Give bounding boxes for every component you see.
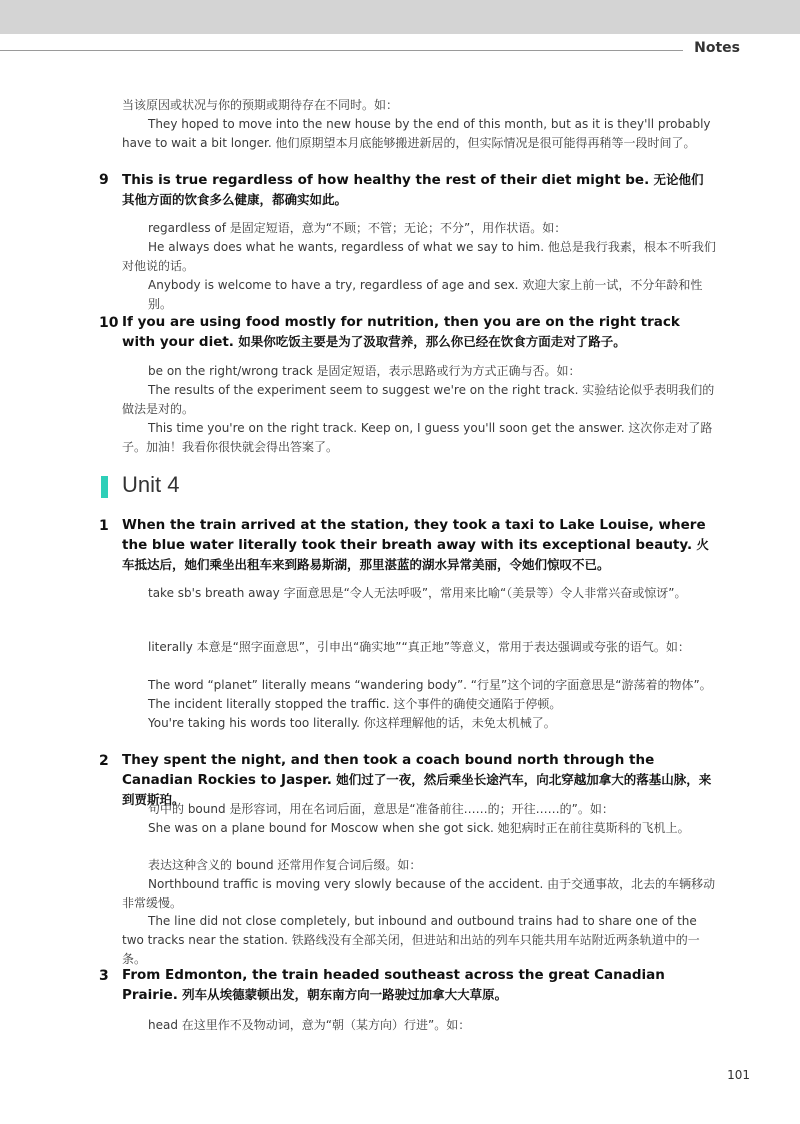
heading-chinese: 列车从埃德蒙顿出发，朝东南方向一路驶过加拿大大草原。 bbox=[182, 987, 508, 1002]
note-text: take sb's breath away 字面意思是“令人无法呼吸”，常用来比喻“（美景等）令人非常兴奋或惊讶”。 bbox=[148, 586, 687, 600]
item-heading bbox=[122, 313, 716, 352]
notes-rule bbox=[0, 50, 683, 51]
example-line bbox=[122, 875, 716, 913]
note-line bbox=[122, 584, 716, 603]
example-text: He always does what he wants, regardless of what we say to him. 他总是我行我素，根本不听我们对他说的话。 bbox=[122, 240, 716, 273]
example-line bbox=[122, 419, 716, 457]
top-bar bbox=[0, 0, 800, 34]
heading-english: They spent the night, and then took a coach bound north through the Canadian Rockies to Jasper. bbox=[122, 752, 655, 788]
heading-english: From Edmonton, the train headed southeast across the great Canadian Prairie. bbox=[122, 967, 665, 1003]
item-number: 1 bbox=[99, 518, 109, 534]
example-line bbox=[122, 912, 716, 969]
note-line: 表达这种含义的 bound 还常用作复合词后缀。如： bbox=[148, 858, 422, 872]
item-number: 2 bbox=[99, 753, 109, 769]
item-heading bbox=[122, 516, 716, 575]
heading-english: When the train arrived at the station, they took a taxi to Lake Louise, where the blue water literally took their breath away with its exceptional beauty. bbox=[122, 517, 706, 553]
note-text: literally 本意是“照字面意思”，引申出“确实地”“真正地”等意义，常用于表达强调或夸张的语气。如： bbox=[148, 640, 690, 654]
page-number: 101 bbox=[727, 1068, 750, 1082]
heading-english: This is true regardless of how healthy the rest of their diet might be. bbox=[122, 172, 650, 188]
item-heading bbox=[122, 170, 716, 210]
example-line: You're taking his words too literally. 你这样理解他的话，未免太机械了。 bbox=[148, 716, 556, 730]
example-text: This time you're on the right track. Keep on, I guess you'll soon get the answer. 这次你走对了路子。加油！我看你很快就会得出答案了。 bbox=[122, 421, 713, 454]
example-line: The word “planet” literally means “wandering body”. “行星”这个词的字面意思是“游荡着的物体”。 bbox=[148, 678, 712, 692]
intro-example: They hoped to move into the new house by the end of this month, but as it is they'll probably have to wait a bit longer. 他们原期望本月底能够搬进新居的，但实际情况是很可能得再稍等一段时间了。 bbox=[122, 117, 711, 150]
note-line: head 在这里作不及物动词，意为“朝（某方向）行进”。如： bbox=[148, 1018, 471, 1032]
heading-chinese: 如果你吃饭主要是为了汲取营养，那么你已经在饮食方面走对了路子。 bbox=[238, 334, 626, 349]
example-text: The line did not close completely, but inbound and outbound trains had to share one of the two tracks near the station. 铁路线没有全部关闭，但进站和出站的列车只能共用车站附近两条轨道中的一条。 bbox=[122, 914, 700, 966]
unit-title: Unit 4 bbox=[122, 472, 180, 497]
note-line: regardless of 是固定短语，意为“不顾；不管；无论；不分”，用作状语。如： bbox=[148, 221, 567, 235]
example-line bbox=[122, 238, 716, 276]
example-text: The results of the experiment seem to suggest we're on the right track. 实验结论似乎表明我们的做法是对的。 bbox=[122, 383, 715, 416]
unit-accent-bar bbox=[101, 476, 108, 498]
note-line: 句中的 bound 是形容词，用在名词后面，意思是“准备前往……的；开往……的”。如： bbox=[148, 802, 614, 816]
heading-chinese: 她们过了一夜，然后乘坐长途汽车，向北穿越加拿大的落基山脉，来到贾斯珀。 bbox=[122, 772, 712, 807]
example-line: The incident literally stopped the traffic. 这个事件的确使交通陷于停顿。 bbox=[148, 697, 562, 711]
example-line bbox=[122, 381, 716, 419]
heading-english: If you are using food mostly for nutrition, then you are on the right track with your diet. bbox=[122, 314, 680, 350]
item-heading bbox=[122, 966, 716, 1005]
note-line bbox=[122, 638, 716, 657]
note-line: be on the right/wrong track 是固定短语，表示思路或行为方式正确与否。如： bbox=[148, 364, 581, 378]
item-number: 10 bbox=[99, 315, 119, 331]
example-line: Anybody is welcome to have a try, regardless of age and sex. 欢迎大家上前一试，不分年龄和性别。 bbox=[148, 278, 703, 311]
heading-chinese: 无论他们其他方面的饮食多么健康，都确实如此。 bbox=[122, 172, 704, 207]
example-text: Northbound traffic is moving very slowly because of the accident. 由于交通事故，北去的车辆移动非常缓慢。 bbox=[122, 877, 716, 910]
item-number: 3 bbox=[99, 968, 109, 984]
notes-label: Notes bbox=[694, 40, 740, 56]
item-number: 9 bbox=[99, 172, 109, 188]
intro-note: 当该原因或状况与你的预期或期待存在不同时。如： bbox=[122, 98, 399, 112]
example-line: She was on a plane bound for Moscow when she got sick. 她犯病时正在前往莫斯科的飞机上。 bbox=[148, 821, 690, 835]
heading-chinese: 火车抵达后，她们乘坐出租车来到路易斯湖，那里湛蓝的湖水异常美丽，令她们惊叹不已。 bbox=[122, 537, 709, 572]
